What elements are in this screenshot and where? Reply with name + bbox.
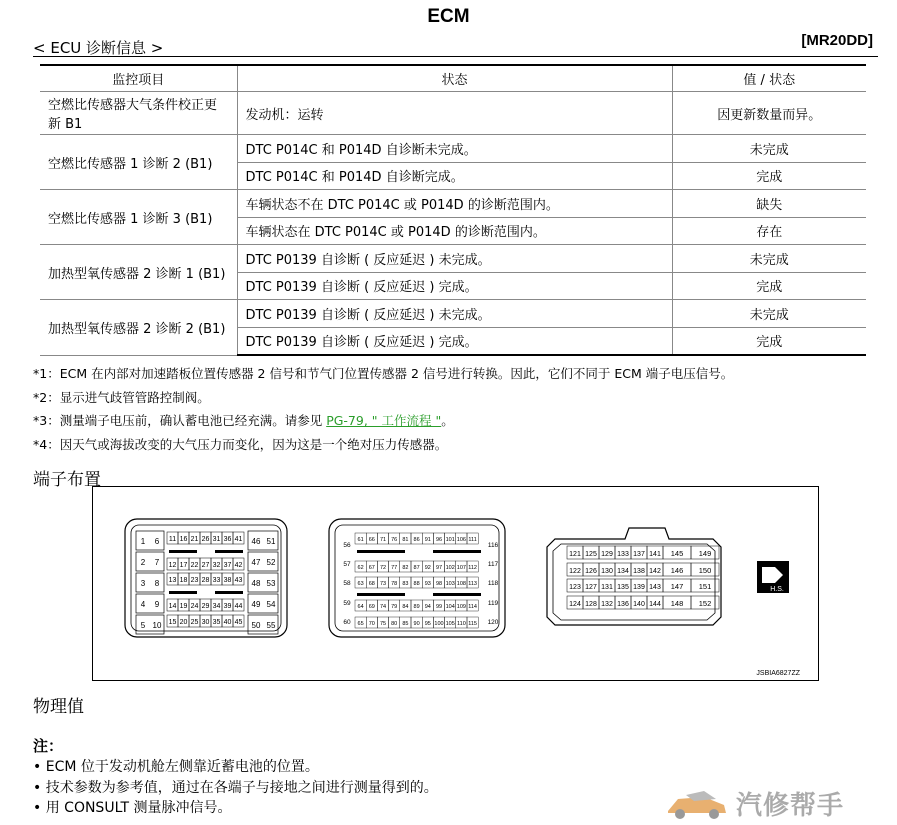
pin-number: 62 <box>357 565 364 571</box>
pin-number: 91 <box>424 537 431 543</box>
pin-number: 84 <box>402 604 409 610</box>
connector-figure <box>92 486 819 681</box>
pin-number: 49 <box>251 600 261 609</box>
pin-number: 98 <box>435 581 443 587</box>
value-cell: 因更新数量而异。 <box>672 92 866 135</box>
key-bar <box>215 591 243 594</box>
pin-number: 31 <box>212 536 221 543</box>
value-cell: 未完成 <box>672 245 866 273</box>
table-row <box>40 92 866 135</box>
pin-number: 80 <box>391 621 398 627</box>
pin-number: 97 <box>435 565 443 571</box>
pin-number: 57 <box>343 561 351 568</box>
terminal-layout-heading: 端子布置 <box>33 470 101 490</box>
pin-number: 23 <box>190 577 199 584</box>
pin-number: 145 <box>670 549 684 558</box>
pin-number: 101 <box>445 537 455 543</box>
bullet-item: • 技术参数为参考值，通过在各端子与接地之间进行测量得到的。 <box>33 780 438 796</box>
pin-number: 125 <box>585 551 597 558</box>
pin-number: 44 <box>234 603 243 610</box>
pin-number: 40 <box>223 619 232 626</box>
harness-side-label: H.S. <box>770 586 784 593</box>
pin-number: 11 <box>168 536 177 543</box>
pin-number: 104 <box>445 604 455 610</box>
pin-number: 100 <box>434 621 444 627</box>
pin-number: 112 <box>468 565 477 571</box>
pin-number: 21 <box>190 536 199 543</box>
pin-number: 134 <box>617 568 629 575</box>
pin-number: 131 <box>601 584 613 591</box>
pin-number: 34 <box>212 603 221 610</box>
pin-number: 64 <box>357 604 364 610</box>
pin-number: 14 <box>168 603 177 610</box>
column-header-value: 值 / 状态 <box>672 65 866 92</box>
pin-number: 117 <box>487 561 499 568</box>
pin-number: 56 <box>343 542 351 549</box>
pin-number: 123 <box>569 584 581 591</box>
pin-number: 114 <box>468 604 477 610</box>
pin-number: 85 <box>402 621 409 627</box>
status-cell: 车辆状态在 DTC P014C 或 P014D 的诊断范围内。 <box>237 217 672 245</box>
monitor-item: 空燃比传感器大气条件校正更新 B1 <box>40 92 237 135</box>
pin-number: 61 <box>357 537 364 543</box>
pin-number: 20 <box>179 619 188 626</box>
status-cell: DTC P0139 自诊断 ( 反应延迟 ) 未完成。 <box>237 245 672 273</box>
note-3-text: *3：测量端子电压前，确认蓄电池已经充满。请参见 <box>33 413 327 428</box>
monitor-item: 加热型氧传感器 2 诊断 2 (B1) <box>40 300 237 356</box>
key-bar <box>215 550 243 553</box>
table-row <box>40 300 866 328</box>
pin-number: 71 <box>379 537 387 543</box>
pin-number: 128 <box>585 601 597 608</box>
pin-number: 52 <box>266 558 276 567</box>
pin-number: 130 <box>601 568 613 575</box>
value-cell: 缺失 <box>672 190 866 218</box>
pin-number: 148 <box>670 599 684 608</box>
pin-number: 72 <box>379 565 387 571</box>
pin-number: 2 <box>140 558 146 567</box>
connector-diagram <box>93 487 818 680</box>
pin-number: 143 <box>649 584 661 591</box>
watermark-text: 汽修帮手 <box>736 791 845 821</box>
pin-number: 129 <box>601 551 613 558</box>
pin-number: 124 <box>569 601 581 608</box>
pin-number: 73 <box>379 581 387 587</box>
pin-number: 16 <box>179 536 188 543</box>
table-header-row <box>40 65 866 92</box>
pin-number: 75 <box>379 621 387 627</box>
pin-number: 77 <box>391 565 398 571</box>
pin-number: 8 <box>154 579 160 588</box>
status-cell: DTC P014C 和 P014D 自诊断完成。 <box>237 162 672 190</box>
pin-number: 99 <box>435 604 443 610</box>
pin-number: 27 <box>201 562 210 569</box>
pin-number: 69 <box>368 604 375 610</box>
status-cell: DTC P0139 自诊断 ( 反应延迟 ) 未完成。 <box>237 300 672 328</box>
figure-id: JSBIA6827ZZ <box>756 670 800 677</box>
pin-number: 66 <box>368 537 375 543</box>
pin-number: 79 <box>391 604 398 610</box>
pin-number: 15 <box>168 619 177 626</box>
pin-number: 67 <box>368 565 375 571</box>
pin-number: 126 <box>585 568 597 575</box>
pin-number: 88 <box>413 581 420 587</box>
pin-number: 94 <box>424 604 431 610</box>
pin-number: 135 <box>617 584 629 591</box>
pin-number: 59 <box>343 600 351 607</box>
pin-number: 86 <box>413 537 420 543</box>
pin-number: 109 <box>456 604 466 610</box>
note-4: *4：因天气或海拔改变的大气压力而变化，因为这是一个绝对压力传感器。 <box>33 437 448 452</box>
pin-number: 90 <box>413 621 420 627</box>
pin-number: 95 <box>424 621 431 627</box>
table-row <box>40 135 866 163</box>
pin-number: 92 <box>424 565 431 571</box>
workflow-link[interactable]: PG-79, " 工作流程 " <box>326 413 442 428</box>
pin-number: 48 <box>251 579 261 588</box>
pin-number: 152 <box>698 599 712 608</box>
value-cell: 完成 <box>672 272 866 300</box>
monitor-item: 空燃比传感器 1 诊断 2 (B1) <box>40 135 237 190</box>
key-bar <box>357 550 405 553</box>
pin-number: 1 <box>140 537 146 546</box>
pin-number: 39 <box>223 603 232 610</box>
note-3-end: 。 <box>441 413 454 428</box>
status-cell: DTC P0139 自诊断 ( 反应延迟 ) 完成。 <box>237 272 672 300</box>
table-row <box>40 245 866 273</box>
pin-number: 105 <box>445 621 455 627</box>
pin-number: 65 <box>357 621 364 627</box>
pin-number: 107 <box>456 565 466 571</box>
pin-number: 146 <box>670 566 684 575</box>
pin-number: 41 <box>234 536 243 543</box>
pin-number: 43 <box>234 577 243 584</box>
pin-number: 139 <box>633 584 645 591</box>
pin-number: 26 <box>201 536 210 543</box>
pin-number: 10 <box>152 621 162 630</box>
header-rule <box>33 56 878 57</box>
pin-number: 18 <box>179 577 188 584</box>
note-2: *2：显示进气歧管管路控制阀。 <box>33 390 210 405</box>
pin-number: 42 <box>234 562 243 569</box>
pin-number: 82 <box>402 565 409 571</box>
pin-number: 141 <box>649 551 661 558</box>
pin-number: 45 <box>234 619 243 626</box>
pin-number: 36 <box>223 536 232 543</box>
status-cell: 车辆状态不在 DTC P014C 或 P014D 的诊断范围内。 <box>237 190 672 218</box>
physical-value-heading: 物理值 <box>33 697 84 717</box>
value-cell: 完成 <box>672 162 866 190</box>
pin-number: 116 <box>487 542 499 549</box>
value-cell: 未完成 <box>672 300 866 328</box>
model-code: [MR20DD] <box>801 32 873 49</box>
pin-number: 142 <box>649 568 661 575</box>
pin-number: 115 <box>468 621 477 627</box>
note-3 <box>33 411 454 429</box>
pin-number: 63 <box>357 581 364 587</box>
pin-number: 60 <box>343 619 351 626</box>
pin-number: 29 <box>201 603 210 610</box>
pin-number: 78 <box>391 581 398 587</box>
pin-number: 50 <box>251 621 261 630</box>
pin-number: 46 <box>251 537 261 546</box>
pin-number: 47 <box>251 558 261 567</box>
key-bar <box>169 591 197 594</box>
pin-number: 7 <box>154 558 160 567</box>
pin-number: 136 <box>617 601 629 608</box>
column-header-status: 状态 <box>237 65 672 92</box>
watermark-car-icon <box>664 785 734 821</box>
section-title: < ECU 诊断信息 > <box>33 39 164 57</box>
column-header-item: 监控项目 <box>40 65 237 92</box>
pin-number: 119 <box>487 600 499 607</box>
pin-number: 22 <box>190 562 199 569</box>
pin-number: 32 <box>212 562 221 569</box>
pin-number: 53 <box>266 579 276 588</box>
pin-number: 113 <box>468 581 477 587</box>
pin-number: 19 <box>179 603 188 610</box>
pin-number: 132 <box>601 601 613 608</box>
bullet-item: • ECM 位于发动机舱左侧靠近蓄电池的位置。 <box>33 759 319 775</box>
value-cell: 未完成 <box>672 135 866 163</box>
pin-number: 151 <box>698 582 712 591</box>
pin-number: 96 <box>435 537 443 543</box>
pin-number: 87 <box>413 565 420 571</box>
pin-number: 127 <box>585 584 597 591</box>
pin-number: 30 <box>201 619 210 626</box>
monitor-item: 空燃比传感器 1 诊断 3 (B1) <box>40 190 237 245</box>
page-title: ECM <box>427 6 470 27</box>
value-cell: 存在 <box>672 217 866 245</box>
pin-number: 108 <box>456 581 466 587</box>
key-bar <box>433 550 481 553</box>
pin-number: 33 <box>212 577 221 584</box>
pin-number: 122 <box>569 568 581 575</box>
note-1: *1：ECM 在内部对加速踏板位置传感器 2 信号和节气门位置传感器 2 信号进行转换。因此，它们不同于 ECM 端子电压信号。 <box>33 366 734 381</box>
pin-number: 149 <box>698 549 712 558</box>
diagnosis-table <box>40 64 866 356</box>
connector-3-outline <box>547 528 721 625</box>
note-label: 注： <box>33 737 64 755</box>
table-row <box>40 190 866 218</box>
pin-number: 81 <box>402 537 409 543</box>
pin-number: 3 <box>140 579 146 588</box>
pin-number: 51 <box>266 537 276 546</box>
pin-number: 93 <box>424 581 431 587</box>
pin-number: 118 <box>487 580 499 587</box>
pin-number: 103 <box>445 581 455 587</box>
pin-number: 24 <box>190 603 199 610</box>
pin-number: 106 <box>456 537 466 543</box>
monitor-item: 加热型氧传感器 2 诊断 1 (B1) <box>40 245 237 300</box>
pin-number: 144 <box>649 601 661 608</box>
pin-number: 55 <box>266 621 276 630</box>
pin-number: 37 <box>223 562 232 569</box>
pin-number: 140 <box>633 601 645 608</box>
key-bar <box>433 593 481 596</box>
pin-number: 110 <box>457 621 466 627</box>
status-cell: DTC P0139 自诊断 ( 反应延迟 ) 完成。 <box>237 327 672 355</box>
pin-number: 76 <box>391 537 398 543</box>
pin-number: 4 <box>140 600 146 609</box>
pin-number: 58 <box>343 580 351 587</box>
pin-number: 68 <box>368 581 375 587</box>
pin-number: 138 <box>633 568 645 575</box>
pin-number: 54 <box>266 600 276 609</box>
pin-number: 9 <box>154 600 160 609</box>
pin-number: 6 <box>154 537 160 546</box>
pin-number: 120 <box>487 619 499 626</box>
pin-number: 13 <box>168 577 177 584</box>
bullet-item: • 用 CONSULT 测量脉冲信号。 <box>33 800 232 816</box>
watermark-logo <box>664 785 894 821</box>
pin-number: 35 <box>212 619 221 626</box>
pin-number: 137 <box>633 551 645 558</box>
key-bar <box>169 550 197 553</box>
pin-number: 150 <box>698 566 712 575</box>
pin-number: 28 <box>201 577 210 584</box>
pin-number: 5 <box>140 621 146 630</box>
status-cell: 发动机：运转 <box>237 92 672 135</box>
pin-number: 102 <box>445 565 455 571</box>
pin-number: 121 <box>569 551 581 558</box>
pin-number: 147 <box>670 582 684 591</box>
value-cell: 完成 <box>672 327 866 355</box>
pin-number: 89 <box>413 604 420 610</box>
status-cell: DTC P014C 和 P014D 自诊断未完成。 <box>237 135 672 163</box>
key-bar <box>357 593 405 596</box>
pin-number: 74 <box>379 604 387 610</box>
pin-number: 38 <box>223 577 232 584</box>
pin-number: 25 <box>190 619 199 626</box>
pin-number: 133 <box>617 551 629 558</box>
pin-number: 83 <box>402 581 409 587</box>
pin-number: 12 <box>168 562 177 569</box>
pin-number: 111 <box>468 537 477 543</box>
pin-number: 17 <box>179 562 188 569</box>
pin-number: 70 <box>368 621 375 627</box>
